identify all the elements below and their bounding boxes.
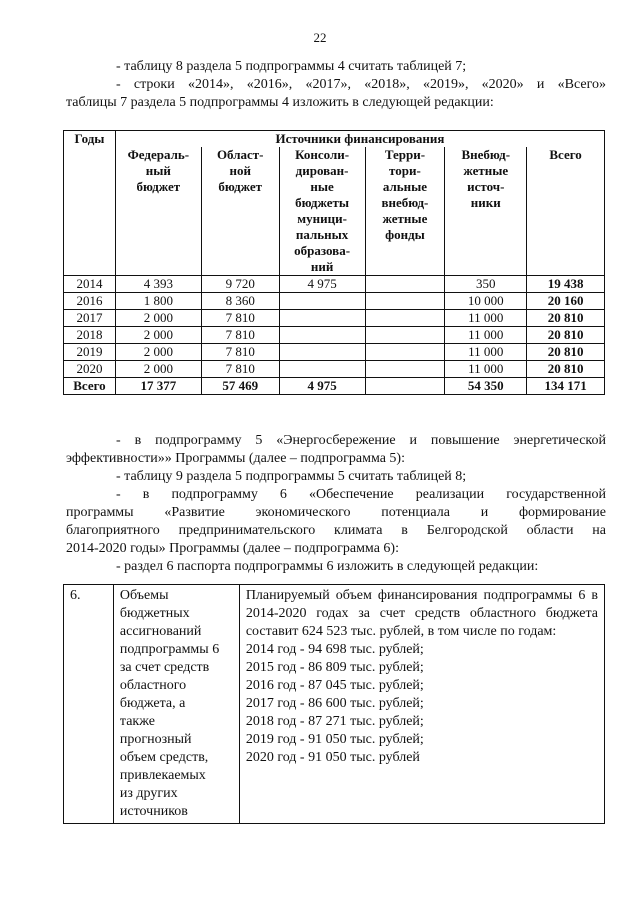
cell-federal: 2 000	[115, 310, 201, 327]
paragraph-rows-line1: - строки «2014», «2016», «2017», «2018», «2019», «2020» и «Всего»	[116, 77, 606, 92]
paragraph-subprogram6-line1: - в подпрограмму 6 «Обеспечение реализации государственной	[116, 487, 606, 502]
cell-federal: 17 377	[115, 378, 201, 395]
cell-regional: 7 810	[201, 327, 279, 344]
header-total: Всего	[527, 147, 605, 276]
paragraph-subprogram6-line4: 2014-2020 годы» Программы (далее – подпрограмма 6):	[66, 541, 399, 556]
cell-territorial	[365, 293, 445, 310]
cell-federal: 2 000	[115, 327, 201, 344]
page-number: 22	[313, 30, 327, 45]
financing-table-subheader-row	[64, 147, 605, 276]
passport-table	[63, 584, 605, 824]
cell-total: 20 810	[527, 361, 605, 378]
table-row	[64, 310, 605, 327]
passport-content	[239, 585, 604, 824]
cell-municipal	[279, 361, 365, 378]
cell-municipal	[279, 344, 365, 361]
paragraph-subprogram5-line1: - в подпрограмму 5 «Энергосбережение и повышение энергетической	[116, 433, 606, 448]
cell-year: 2016	[64, 293, 116, 310]
cell-total: 134 171	[527, 378, 605, 395]
cell-total: 20 810	[527, 344, 605, 361]
cell-territorial	[365, 310, 445, 327]
cell-regional: 7 810	[201, 310, 279, 327]
financing-table-header-row	[64, 131, 605, 148]
cell-territorial	[365, 378, 445, 395]
paragraph-rows	[66, 76, 606, 112]
header-regional: Област- ной бюджет	[201, 147, 279, 276]
cell-territorial	[365, 361, 445, 378]
cell-municipal	[279, 327, 365, 344]
header-municipal: Консоли- дирован- ные бюджеты муници- пальных образова- ний	[279, 147, 365, 276]
cell-municipal: 4 975	[279, 378, 365, 395]
cell-territorial	[365, 276, 445, 293]
header-territorial: Терри- тори- альные внебюд- жетные фонды	[365, 147, 445, 276]
financing-table	[63, 130, 605, 395]
passport-number: 6.	[64, 585, 114, 824]
passport-label: Объемы бюджетных ассигнований подпрограммы 6 за счет средств областного бюджета, а также прогнозный объем средств, привлекаемых из других источников	[113, 585, 239, 824]
cell-offbudget: 350	[445, 276, 527, 293]
cell-regional: 7 810	[201, 344, 279, 361]
cell-federal: 2 000	[115, 344, 201, 361]
cell-year: 2017	[64, 310, 116, 327]
table-total-row	[64, 378, 605, 395]
cell-municipal	[279, 293, 365, 310]
cell-municipal	[279, 310, 365, 327]
paragraph-table8: - таблицу 8 раздела 5 подпрограммы 4 считать таблицей 7;	[116, 59, 467, 74]
paragraph-subprogram6-line3: благоприятного предпринимательского климата в Белгородской области на	[66, 523, 606, 538]
passport-intro: Планируемый объем финансирования подпрограммы 6 в 2014-2020 годах за счет средств областного бюджета составит 624 523 тыс. рублей, в том числе по годам:	[245, 588, 598, 639]
cell-offbudget: 11 000	[445, 361, 527, 378]
cell-regional: 7 810	[201, 361, 279, 378]
cell-offbudget: 11 000	[445, 310, 527, 327]
cell-territorial	[365, 327, 445, 344]
paragraph-passport: - раздел 6 паспорта подпрограммы 6 изложить в следующей редакции:	[116, 559, 539, 574]
paragraph-subprogram5	[66, 432, 606, 468]
cell-regional: 9 720	[201, 276, 279, 293]
cell-municipal: 4 975	[279, 276, 365, 293]
cell-offbudget: 10 000	[445, 293, 527, 310]
paragraph-subprogram6-line2: программы «Развитие экономического потенциала и формирование	[66, 505, 606, 520]
header-federal: Федераль- ный бюджет	[115, 147, 201, 276]
paragraph-subprogram5-line2: эффективности»» Программы (далее – подпрограмма 5):	[66, 451, 405, 466]
cell-total: 20 160	[527, 293, 605, 310]
passport-year-line: 2014 год - 94 698 тыс. рублей;	[245, 642, 424, 657]
passport-year-line: 2015 год - 86 809 тыс. рублей;	[245, 660, 424, 675]
cell-offbudget: 11 000	[445, 327, 527, 344]
passport-year-line: 2019 год - 91 050 тыс. рублей;	[245, 732, 424, 747]
cell-year: 2020	[64, 361, 116, 378]
cell-federal: 2 000	[115, 361, 201, 378]
paragraph-table9: - таблицу 9 раздела 5 подпрограммы 5 считать таблицей 8;	[116, 469, 467, 484]
paragraph-rows-line2: таблицы 7 раздела 5 подпрограммы 4 изложить в следующей редакции:	[66, 95, 494, 110]
passport-year-line: 2016 год - 87 045 тыс. рублей;	[245, 678, 424, 693]
cell-regional: 57 469	[201, 378, 279, 395]
cell-total: 19 438	[527, 276, 605, 293]
passport-year-line: 2020 год - 91 050 тыс. рублей	[245, 750, 420, 765]
passport-row	[64, 585, 605, 824]
cell-total: 20 810	[527, 310, 605, 327]
cell-federal: 1 800	[115, 293, 201, 310]
table-row	[64, 361, 605, 378]
passport-year-line: 2017 год - 86 600 тыс. рублей;	[245, 696, 424, 711]
cell-year: Всего	[64, 378, 116, 395]
paragraph-subprogram6	[66, 486, 606, 558]
passport-year-line: 2018 год - 87 271 тыс. рублей;	[245, 714, 424, 729]
cell-year: 2018	[64, 327, 116, 344]
cell-total: 20 810	[527, 327, 605, 344]
table-row	[64, 344, 605, 361]
table-row	[64, 276, 605, 293]
cell-year: 2019	[64, 344, 116, 361]
cell-year: 2014	[64, 276, 116, 293]
cell-territorial	[365, 344, 445, 361]
cell-regional: 8 360	[201, 293, 279, 310]
header-years: Годы	[64, 131, 116, 276]
cell-offbudget: 11 000	[445, 344, 527, 361]
cell-offbudget: 54 350	[445, 378, 527, 395]
table-row	[64, 327, 605, 344]
header-sources: Источники финансирования	[115, 131, 604, 148]
header-offbudget: Внебюд- жетные источ- ники	[445, 147, 527, 276]
cell-federal: 4 393	[115, 276, 201, 293]
table-row	[64, 293, 605, 310]
